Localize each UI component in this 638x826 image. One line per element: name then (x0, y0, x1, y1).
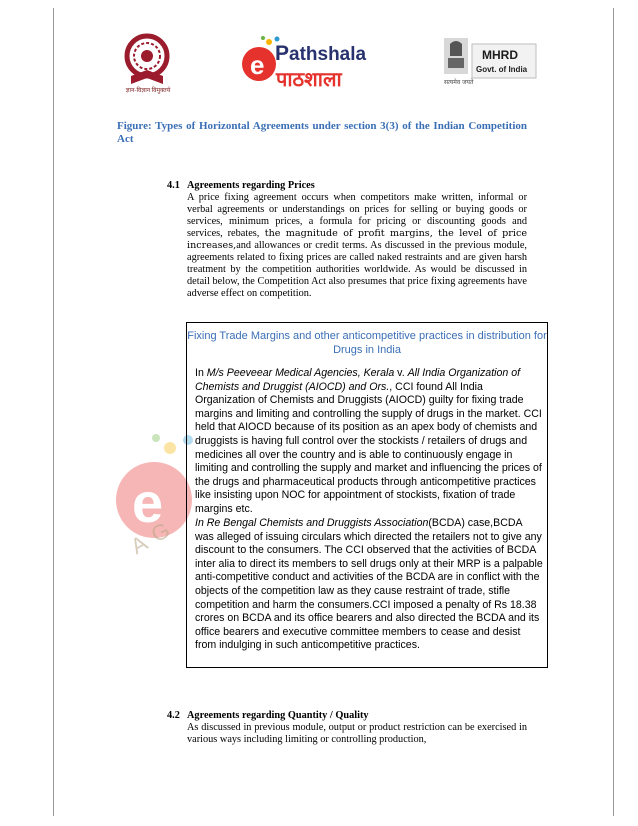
svg-text:P: P (275, 42, 290, 65)
p1-text: , CCI found All India Organization of Chemists and Druggists (AIOCD) guilty for fixing trade margins and limiting and controlling the supply of drugs in the market. CCI held that AIOCD because of its position as an apex body of chemists and druggists is having full control over the stockists / retailers of drugs and medicines all over the country and is able to continuously engage in limiting and controlling the supply and market and influencing the prices of the drugs and pharmaceutical products through anticompetitive practices like insisting upon NOC for appointment of stockists, fixation of trade margins etc. (195, 380, 542, 515)
box-paragraph-1 (195, 367, 543, 517)
section-number-2: 4.2 (167, 710, 180, 721)
svg-text:e: e (132, 471, 164, 534)
svg-text:e: e (250, 50, 265, 80)
body-part-a: A price fixing agreement occurs when competitors make written, informal or verbal agreements or understandings on prices for selling or buying goods or services, minimum prices, a formula for pricing or discounting goods and services, rebates, (187, 192, 527, 239)
p1-prefix: In (195, 367, 207, 379)
epathshala-logo (239, 32, 369, 94)
mhrd-subtitle: Govt. of India (476, 65, 528, 74)
epathshala-hi-text: पाठशाला (276, 67, 342, 91)
p1-versus: v. (394, 367, 408, 379)
p2-case-name: In Re Bengal Chemists and Druggists Association (195, 517, 429, 529)
case-study-box (186, 322, 548, 668)
section-heading: Agreements regarding Prices (187, 180, 315, 191)
body-part-c: and allowances or credit terms. As discussed in the previous module, agreements related to fixing prices are called naked restraints and are given harsh treatment by the competition authorities worldwide. As would be discussed in detail below, the Competition Act also presumes that price fixing agreements have adverse effect on competition. (187, 240, 527, 299)
box-title: Fixing Trade Margins and other anticompetitive practices in distribution for Drugs in India (187, 330, 547, 356)
section-heading-2: Agreements regarding Quantity / Quality (187, 710, 369, 721)
figure-caption: Figure: Types of Horizontal Agreements under section 3(3) of the Indian Competition Act (117, 120, 527, 145)
ugc-motto: ज्ञान-विज्ञान विमुक्तये (125, 88, 171, 94)
p1-case-name-2: All India Organization of Chemists and Druggist (AIOCD) and Ors. (195, 367, 521, 393)
box-paragraph-2 (195, 517, 543, 653)
section-body-2: As discussed in previous module, output or product restriction can be exercised in various ways including limiting or controlling production, (187, 722, 527, 745)
mhrd-logo (440, 32, 538, 90)
p2-text: (BCDA) case,BCDA was alleged of issuing circulars which directed the retailers not to give any discount to the consumers. The CCI observed that the activities of BCDA inter alia to direct its members to sell drugs only at their MRP is a palpable anti-competitive conduct and activities of the BCDA are in conflict with the objects of the competition law as they cause restraint of trade, stifle competition and harm the consumers.CCI imposed a penalty of Rs 18.38 crores on BCDA and its office bearers and also directed the BCDA and its office bearers and executive committee members to cease and desist from indulging in such anticompetitive practices. (195, 517, 543, 652)
p1-case-name: M/s Peeveear Medical Agencies, Kerala (206, 367, 395, 379)
section-body (187, 192, 527, 300)
mhrd-title: MHRD (482, 48, 518, 62)
epathshala-en-text: athshala (289, 44, 367, 65)
body-part-b: the magnitude of profit margins, the level of price increases, (187, 228, 527, 251)
svg-text:सत्यमेव जयते: सत्यमेव जयते (444, 79, 474, 86)
section-number: 4.1 (167, 180, 180, 191)
watermark-text: A G (126, 516, 176, 560)
ugc-logo (117, 30, 177, 92)
